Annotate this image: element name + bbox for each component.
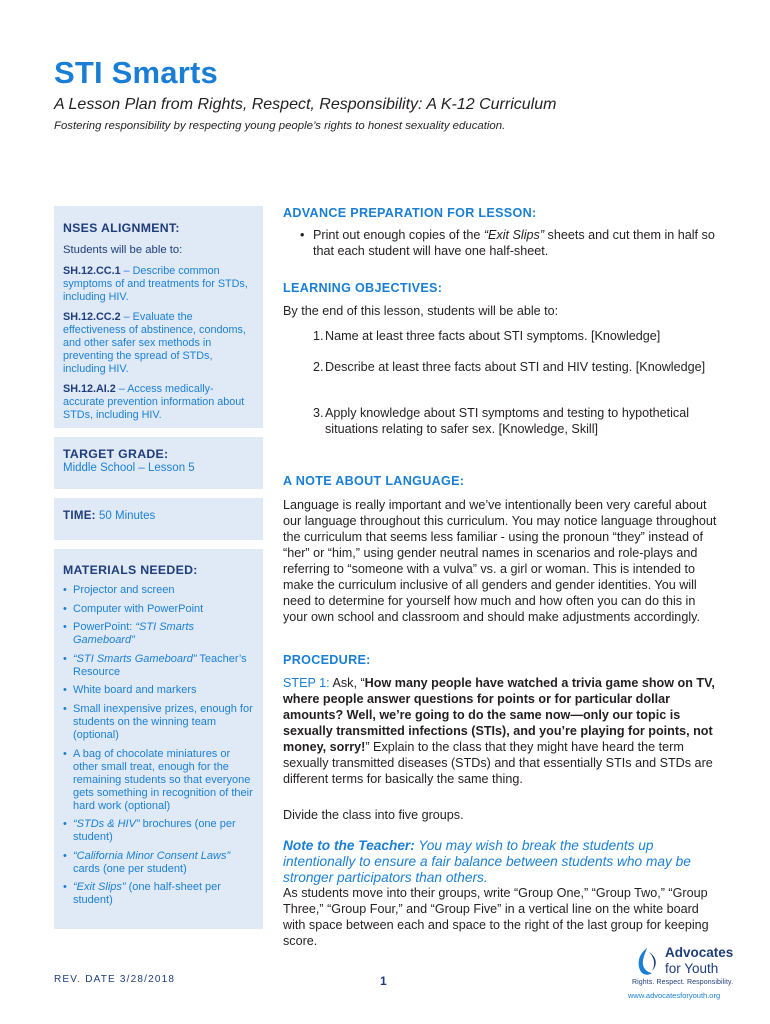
objectives-intro: By the end of this lesson, students will be able to: bbox=[283, 304, 559, 318]
logo-name-line1: Advocates bbox=[665, 945, 734, 960]
standard-code: SH.12.AI.2 bbox=[63, 383, 116, 395]
nses-standard bbox=[63, 265, 255, 304]
logo-slogan: Rights. Respect. Responsibility. bbox=[632, 979, 734, 986]
materials-item: • White board and markers bbox=[63, 684, 255, 697]
bullet: • bbox=[300, 228, 305, 242]
materials-item: • Small inexpensive prizes, enough for students on the winning team (optional) bbox=[63, 703, 255, 742]
advance-title: “Exit Slips” bbox=[483, 228, 545, 242]
item-text: PowerPoint: bbox=[73, 621, 136, 634]
nses-standard bbox=[63, 311, 255, 376]
objective-item bbox=[313, 405, 719, 437]
item-title: “California Minor Consent Laws” bbox=[73, 849, 231, 862]
objective-text: Describe at least three facts about STI and HIV testing. [Knowledge] bbox=[325, 360, 706, 374]
materials-heading: MATERIALS NEEDED: bbox=[63, 563, 198, 577]
nses-intro: Students will be able to: bbox=[63, 244, 183, 256]
step-question: How many people have watched a trivia game show on TV, where people answer questions for points or for particular dollar amounts? Well, we’re going to do the same now—only our topic is sexually transmitted infections (STIs), and you’re playing for points, not money, sorry! bbox=[283, 676, 715, 754]
standard-text: – Evaluate the effectiveness of abstinence, condoms, and other safer sex methods in preventing the spread of STDs, including HIV. bbox=[63, 311, 246, 375]
materials-item bbox=[63, 621, 255, 647]
materials-item: • A bag of chocolate miniatures or other small treat, enough for the remaining students so that everyone gets something in recognition of their hard work (optional) bbox=[63, 748, 255, 813]
teacher-note-label: Note to the Teacher: bbox=[283, 838, 415, 853]
materials-item bbox=[63, 881, 255, 907]
revision-date: REV. DATE 3/28/2018 bbox=[54, 974, 176, 985]
item-text: cards (one per student) bbox=[73, 862, 187, 875]
standard-text: – Access medically-accurate prevention information about STDs, including HIV. bbox=[63, 383, 245, 421]
objective-text: Name at least three facts about STI symptoms. [Knowledge] bbox=[325, 329, 661, 343]
objective-item bbox=[313, 328, 719, 344]
page-title: STI Smarts bbox=[54, 55, 218, 90]
language-heading: A NOTE ABOUT LANGUAGE: bbox=[283, 474, 465, 488]
divide-instruction: Divide the class into five groups. bbox=[283, 808, 464, 822]
procedure-step-1 bbox=[283, 675, 719, 787]
item-title: “Exit Slips” bbox=[73, 881, 126, 894]
nses-standard bbox=[63, 383, 255, 422]
step-explanation: ” Explain to the class that they might have heard the term sexually transmitted diseases (STDs) and that essentially STIs and STDs are different terms for basically the same thing. bbox=[283, 740, 713, 786]
time-box bbox=[54, 498, 263, 540]
procedure-heading: PROCEDURE: bbox=[283, 653, 371, 667]
page-subtitle: A Lesson Plan from Rights, Respect, Responsibility: A K-12 Curriculum bbox=[54, 96, 557, 113]
standard-code: SH.12.CC.2 bbox=[63, 311, 121, 323]
target-grade-box bbox=[54, 437, 263, 489]
time-value: 50 Minutes bbox=[95, 510, 156, 522]
objective-item bbox=[313, 359, 719, 375]
page-tagline: Fostering responsibility by respecting young people’s rights to honest sexuality education. bbox=[54, 120, 506, 132]
logo-mark-icon bbox=[634, 946, 660, 976]
objective-number: 3. bbox=[313, 406, 324, 420]
materials-item bbox=[63, 818, 255, 844]
step-ask: Ask, “ bbox=[329, 676, 365, 690]
objective-text: Apply knowledge about STI symptoms and testing to hypothetical situations relating to safer sex. [Knowledge, Skill] bbox=[325, 406, 690, 436]
grade-heading: TARGET GRADE: bbox=[63, 447, 169, 461]
materials-item bbox=[63, 653, 255, 679]
language-body: Language is really important and we’ve intentionally been very careful about our language throughout this curriculum. You may notice language throughout the curriculum that seems less familiar - using the pronoun “they” instead of “her” or “him,” using gender neutral names in scenarios and role-plays and referring to “someone with a vulva” vs. a girl or woman. This is intended to make the curriculum inclusive of all genders and gender identities. You will need to determine for yourself how much and how often you can do this in your own school and classroom and should make adjustments accordingly. bbox=[283, 498, 717, 624]
page-number: 1 bbox=[380, 974, 387, 988]
logo-name-line2: for Youth bbox=[665, 961, 719, 976]
groups-instruction: As students move into their groups, write “Group One,” “Group Two,” “Group Three,” “Group Four,” and “Group Five” in a vertical line on the white board with space between each and space to the right of the last group for keeping score. bbox=[283, 886, 709, 948]
materials-item bbox=[63, 850, 255, 876]
item-text: Teacher’s Resource bbox=[73, 652, 247, 678]
materials-list bbox=[63, 584, 255, 907]
objectives-heading: LEARNING OBJECTIVES: bbox=[283, 281, 443, 295]
nses-heading: NSES ALIGNMENT: bbox=[63, 221, 180, 235]
advance-text: sheets and cut them in half so that each student will have one half-sheet. bbox=[313, 228, 715, 258]
materials-box bbox=[54, 549, 263, 929]
time-line bbox=[63, 510, 255, 522]
item-title: “STI Smarts Gameboard” bbox=[73, 652, 197, 665]
advance-text: Print out enough copies of the bbox=[313, 228, 484, 242]
advance-prep-heading: ADVANCE PREPARATION FOR LESSON: bbox=[283, 206, 537, 220]
nses-alignment-box bbox=[54, 206, 263, 428]
objective-number: 2. bbox=[313, 360, 324, 374]
objective-number: 1. bbox=[313, 329, 324, 343]
standard-text: – Describe common symptoms of and treatments for STDs, including HIV. bbox=[63, 265, 248, 303]
item-title: “STDs & HIV” bbox=[73, 818, 140, 831]
grade-value: Middle School – Lesson 5 bbox=[63, 462, 195, 474]
teacher-note bbox=[283, 838, 723, 886]
standard-code: SH.12.CC.1 bbox=[63, 265, 121, 277]
item-text: brochures (one per student) bbox=[73, 818, 236, 844]
step-label: STEP 1: bbox=[283, 676, 330, 690]
advance-prep-item bbox=[300, 227, 719, 259]
time-label: TIME: bbox=[63, 510, 96, 522]
materials-item: • Computer with PowerPoint bbox=[63, 603, 255, 616]
materials-item: • Projector and screen bbox=[63, 584, 255, 597]
website-url[interactable]: www.advocatesforyouth.org bbox=[628, 991, 721, 1000]
item-title: “STI Smarts Gameboard” bbox=[73, 621, 195, 647]
teacher-note-text: You may wish to break the students up intentionally to ensure a fair balance between students who may be stronger participators than others. bbox=[283, 838, 691, 885]
item-text: (one half-sheet per student) bbox=[73, 881, 221, 907]
